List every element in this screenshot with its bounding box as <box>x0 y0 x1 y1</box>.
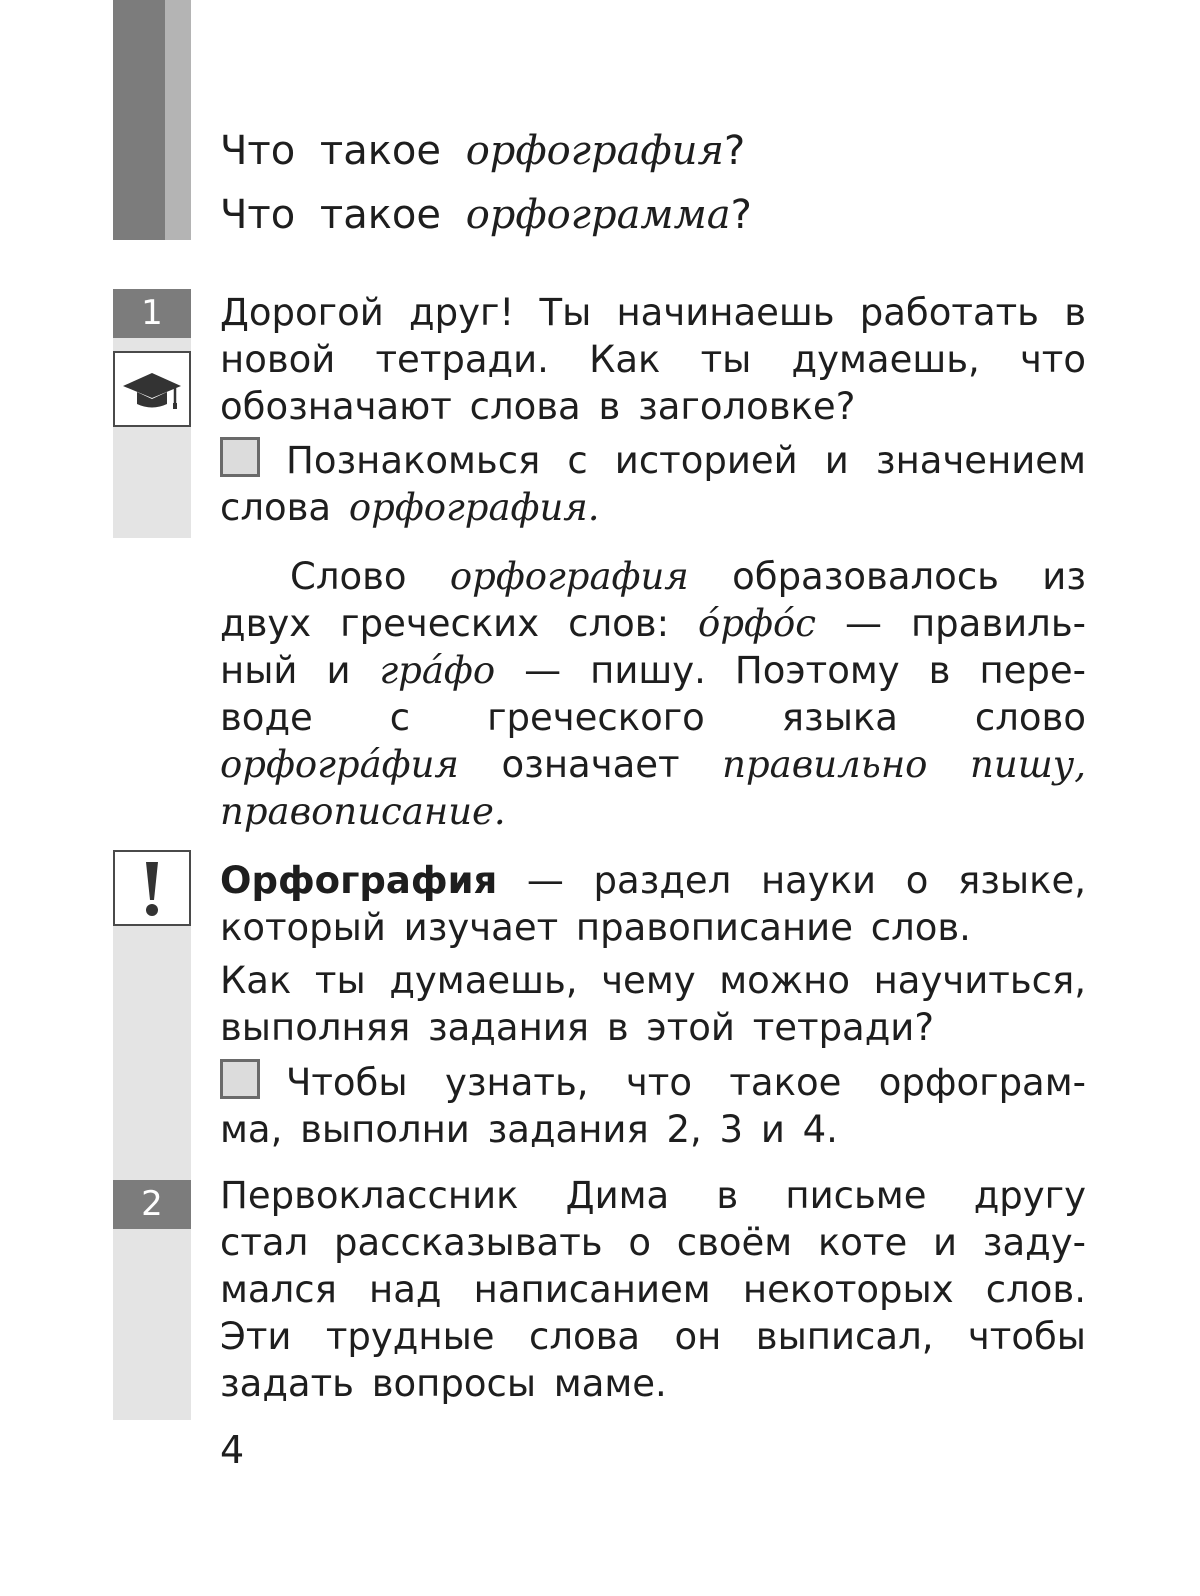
task-1-text <box>220 289 1086 430</box>
explanation-line-4: воде с греческого языка слово <box>220 696 1086 739</box>
explanation-meaning: правильно пишу, <box>722 743 1086 786</box>
explanation-term-1: орфография <box>449 555 689 598</box>
header-question-1: Что такое орфография? <box>220 128 746 174</box>
graduation-cap-icon <box>115 353 189 425</box>
task-2-line-3: мался над написанием некоторых слов. <box>220 1268 1086 1311</box>
task-2-text <box>220 1172 1086 1407</box>
task-2-line-5: задать вопросы маме. <box>220 1362 667 1405</box>
rule-question <box>220 957 1086 1051</box>
header-question-2: Что такое орфограмма? <box>220 192 752 238</box>
task-1-instruction <box>220 437 1086 531</box>
rule-question-line-1: Как ты думаешь, чему можно научиться, <box>220 959 1086 1002</box>
greek-word-grapho: грáфо <box>379 649 496 692</box>
rule-term: Орфография <box>220 859 498 902</box>
task-1-instruction-line-2: слова <box>220 486 349 529</box>
explanation-paragraph: Слово орфография образовалось из двух греческих слов: óрфóс — правиль- ный и грáфо — пишу. Поэтому в пере- воде с греческого языка слово орфогрáфия означает правильно пишу, правописание. <box>220 555 1086 833</box>
task-1-instruction-line-1: Познакомься с историей и значением <box>286 439 1086 482</box>
rule-task-line-1: Чтобы узнать, что такое орфограм- <box>286 1061 1086 1104</box>
rule-task-line-2: ма, выполни задания 2, 3 и 4. <box>220 1108 838 1151</box>
rule-checkbox[interactable] <box>220 1059 260 1099</box>
task-1-intro-line-2: новой тетради. Как ты думаешь, что <box>220 338 1086 381</box>
task-number-1: 1 <box>113 289 191 338</box>
header-bar-dark <box>113 0 165 240</box>
task-2-line-1: Первоклассник Дима в письме другу <box>220 1174 1086 1217</box>
rule-task <box>220 1059 1086 1153</box>
task-1-instruction-term: орфография. <box>348 486 600 529</box>
task-1-icon-box <box>113 351 191 427</box>
task-2-margin-strip <box>113 1229 191 1420</box>
rule-icon-box <box>113 850 191 926</box>
exclamation-icon <box>115 852 189 924</box>
header-term-2: орфограмма <box>465 192 731 238</box>
rule-definition: Орфография — раздел науки о языке, который изучает правописание слов. <box>220 859 1086 949</box>
greek-word-orthos: óрфóс <box>698 602 816 645</box>
rule-question-line-2: выполняя задания в этой тетради? <box>220 1006 934 1049</box>
task-2-line-2: стал рассказывать о своём коте и заду- <box>220 1221 1086 1264</box>
header-bar-light <box>165 0 191 240</box>
task-1-intro-line-3: обозначают слова в заголовке? <box>220 385 856 428</box>
task-number-2: 2 <box>113 1180 191 1229</box>
rule-margin-strip <box>113 925 191 1180</box>
explanation-term-2: орфогрáфия <box>220 743 459 786</box>
task-1-intro-line-1: Дорогой друг! Ты начинаешь работать в <box>220 291 1086 334</box>
explanation-line-6: правописание. <box>220 790 506 833</box>
rule-definition-line-2: который изучает правописание слов. <box>220 906 971 949</box>
task-2-line-4: Эти трудные слова он выписал, чтобы <box>220 1315 1086 1358</box>
page-number: 4 <box>220 1428 245 1472</box>
task-1-checkbox[interactable] <box>220 437 260 477</box>
header-term-1: орфография <box>465 128 724 174</box>
